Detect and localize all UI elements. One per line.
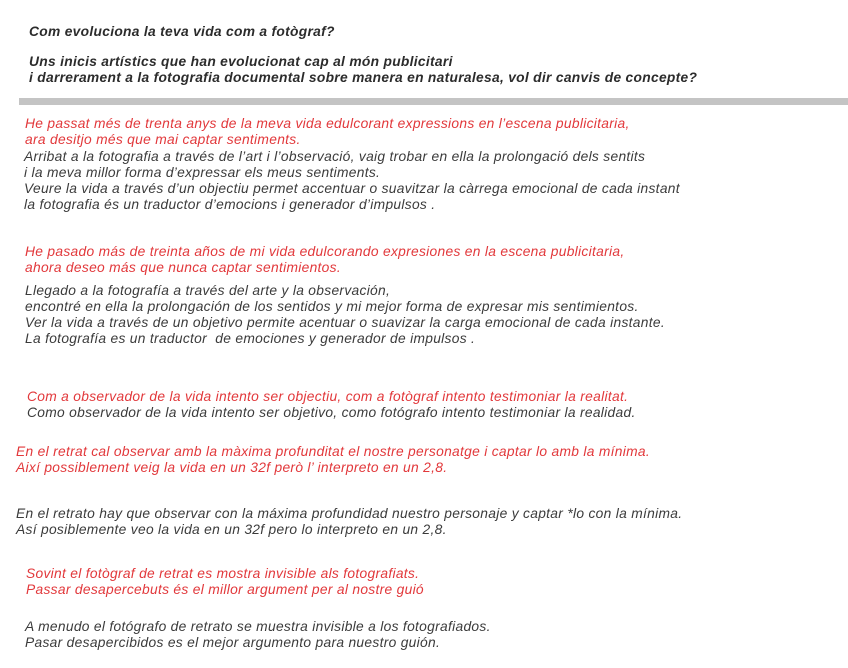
answer-spanish-black-line-1: Llegado a la fotografía a través del arte y la observación, <box>25 283 391 298</box>
question-2-line-2: i darrerament a la fotografia documental sobre manera en naturalesa, vol dir canvis de concepte? <box>29 70 698 85</box>
portrait-catalan-line-1: En el retrat cal observar amb la màxima profunditat el nostre personatge i captar lo amb la mínima. <box>16 444 650 459</box>
invisible-statement-catalan <box>26 566 848 598</box>
portrait-catalan-line-2: Així possiblement veig la vida en un 32f però l’ interpreto en un 2,8. <box>16 460 448 475</box>
observer-statement <box>27 389 848 421</box>
invisible-statement-spanish <box>25 619 848 651</box>
section-divider-bar <box>19 98 848 105</box>
portrait-statement-catalan <box>16 444 848 476</box>
answer-catalan-black-line-1: Arribat a la fotografia a través de l’art i l’observació, vaig trobar en ella la prolongació dels sentits <box>24 149 646 164</box>
answer-catalan-red-line-2: ara desitjo més que mai captar sentiments. <box>25 132 301 147</box>
question-1 <box>29 0 848 40</box>
observer-statement-catalan: Com a observador de la vida intento ser objectiu, com a fotògraf intento testimoniar la realitat. <box>27 389 629 404</box>
question-2-line-1: Uns inicis artístics que han evolucionat cap al món publicitari <box>29 54 453 69</box>
invisible-catalan-line-1: Sovint el fotògraf de retrat es mostra invisible als fotografiats. <box>26 566 420 581</box>
question-1-line: Com evoluciona la teva vida com a fotògraf? <box>29 24 335 39</box>
answer-catalan-black-line-4: la fotografia és un traductor d’emocions i generador d’impulsos . <box>24 197 436 212</box>
answer-spanish-black-line-2: encontré en ella la prolongación de los sentidos y mi mejor forma de expresar mis sentimientos. <box>25 299 639 314</box>
invisible-spanish-line-2: Pasar desapercibidos es el mejor argumento para nuestro guión. <box>25 635 441 650</box>
answer-catalan-red <box>25 116 848 148</box>
question-2 <box>29 54 848 86</box>
invisible-spanish-line-1: A menudo el fotógrafo de retrato se muestra invisible a los fotografiados. <box>25 619 491 634</box>
answer-spanish-black-line-3: Ver la vida a través de un objetivo permite acentuar o suavizar la carga emocional de cada instante. <box>25 315 665 330</box>
portrait-spanish-line-1: En el retrato hay que observar con la máxima profundidad nuestro personaje y captar *lo con la mínima. <box>16 506 683 521</box>
answer-spanish-red-line-1: He pasado más de treinta años de mi vida edulcorando expresiones en la escena publicitaria, <box>25 244 625 259</box>
observer-statement-spanish: Como observador de la vida intento ser objetivo, como fotógrafo intento testimoniar la realidad. <box>27 405 636 420</box>
answer-catalan-black <box>24 149 848 213</box>
answer-spanish-red-line-2: ahora deseo más que nunca captar sentimientos. <box>25 260 341 275</box>
answer-catalan-black-line-2: i la meva millor forma d’expressar els meus sentiments. <box>24 165 381 180</box>
answer-spanish-black-line-4: La fotografía es un traductor de emociones y generador de impulsos . <box>25 331 476 346</box>
answer-catalan-black-line-3: Veure la vida a través d’un objectiu permet accentuar o suavitzar la càrrega emocional de cada instant <box>24 181 680 196</box>
answer-spanish-red <box>25 244 848 276</box>
portrait-spanish-line-2: Así posiblemente veo la vida en un 32f pero lo interpreto en un 2,8. <box>16 522 447 537</box>
invisible-catalan-line-2: Passar desapercebuts és el millor argument per al nostre guió <box>26 582 424 597</box>
answer-spanish-black <box>25 283 848 347</box>
answer-catalan-red-line-1: He passat més de trenta anys de la meva vida edulcorant expressions en l’escena publicitaria, <box>25 116 630 131</box>
portrait-statement-spanish <box>16 506 848 538</box>
